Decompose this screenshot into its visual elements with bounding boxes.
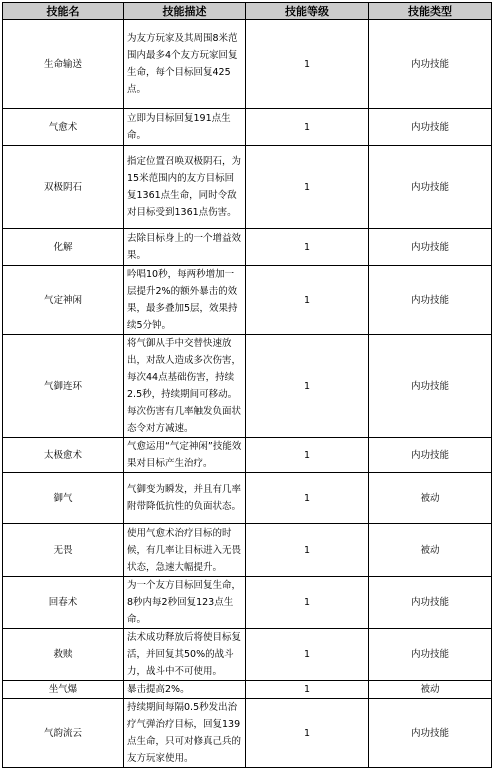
skill-type: 内功技能 — [369, 229, 492, 266]
skill-name: 化解 — [3, 229, 124, 266]
table-row — [3, 146, 492, 229]
table-row — [3, 229, 492, 266]
skill-desc: 为一个友方目标回复生命，8秒内每2秒回复123点生命。 — [124, 577, 246, 629]
skill-name: 双极阴石 — [3, 146, 124, 229]
table-row — [3, 629, 492, 681]
skill-level: 1 — [246, 577, 369, 629]
skill-name: 气御连环 — [3, 335, 124, 438]
skill-name: 坐气爆 — [3, 681, 124, 699]
table-row — [3, 681, 492, 699]
skill-type: 被动 — [369, 681, 492, 699]
skill-level: 1 — [246, 335, 369, 438]
skill-type: 内功技能 — [369, 266, 492, 335]
table-row — [3, 699, 492, 768]
skill-desc: 气御变为瞬发，并且有几率附带降低抗性的负面状态。 — [124, 473, 246, 524]
skill-desc: 暴击提高2%。 — [124, 681, 246, 699]
skill-name: 生命输送 — [3, 20, 124, 109]
skill-desc: 使用气愈术治疗目标的时候，有几率让目标进入无畏状态，急速大幅提升。 — [124, 524, 246, 577]
skill-name: 太极愈术 — [3, 438, 124, 473]
skill-name: 救赎 — [3, 629, 124, 681]
table-row — [3, 438, 492, 473]
skill-desc: 法术成功释放后将使目标复活，并回复其50%的战斗力，战斗中不可使用。 — [124, 629, 246, 681]
skill-type: 内功技能 — [369, 109, 492, 146]
skill-name: 气韵流云 — [3, 699, 124, 768]
skill-name: 气愈术 — [3, 109, 124, 146]
skill-type: 被动 — [369, 524, 492, 577]
skill-type: 被动 — [369, 473, 492, 524]
skill-level: 1 — [246, 681, 369, 699]
skill-type: 内功技能 — [369, 629, 492, 681]
skill-desc: 气愈运用“气定神闲”技能效果对目标产生治疗。 — [124, 438, 246, 473]
skill-type: 内功技能 — [369, 699, 492, 768]
table-row — [3, 20, 492, 109]
skill-level: 1 — [246, 20, 369, 109]
skill-level: 1 — [246, 229, 369, 266]
skill-type: 内功技能 — [369, 20, 492, 109]
skill-type: 内功技能 — [369, 577, 492, 629]
table-row — [3, 266, 492, 335]
skill-name: 御气 — [3, 473, 124, 524]
skill-level: 1 — [246, 109, 369, 146]
table-row — [3, 109, 492, 146]
skill-desc: 吟唱10秒，每两秒增加一层提升2%的额外暴击的效果，最多叠加5层，效果持续5分钟。 — [124, 266, 246, 335]
skill-desc: 去除目标身上的一个增益效果。 — [124, 229, 246, 266]
skill-desc: 为友方玩家及其周围8米范围内最多4个友方玩家回复生命，每个目标回复425点。 — [124, 20, 246, 109]
skill-name: 回春术 — [3, 577, 124, 629]
skill-level: 1 — [246, 524, 369, 577]
header-skill-type: 技能类型 — [369, 3, 492, 20]
skill-level: 1 — [246, 146, 369, 229]
table-row — [3, 524, 492, 577]
table-row — [3, 473, 492, 524]
skill-level: 1 — [246, 438, 369, 473]
header-skill-level: 技能等级 — [246, 3, 369, 20]
skill-name: 气定神闲 — [3, 266, 124, 335]
skill-desc: 指定位置召唤双极阴石，为15米范围内的友方目标回复1361点生命，同时令敌对目标受到1361点伤害。 — [124, 146, 246, 229]
header-row — [3, 3, 492, 20]
skill-name: 无畏 — [3, 524, 124, 577]
skill-level: 1 — [246, 266, 369, 335]
header-skill-desc: 技能描述 — [124, 3, 246, 20]
header-skill-name: 技能名 — [3, 3, 124, 20]
skill-desc: 持续期间每隔0.5秒发出治疗气弹治疗目标，回复139点生命，只可对修真己兵的友方玩家使用。 — [124, 699, 246, 768]
skill-desc: 立即为目标回复191点生命。 — [124, 109, 246, 146]
skill-type: 内功技能 — [369, 438, 492, 473]
skill-level: 1 — [246, 629, 369, 681]
skill-type: 内功技能 — [369, 146, 492, 229]
table-row — [3, 335, 492, 438]
table-row — [3, 577, 492, 629]
skill-level: 1 — [246, 473, 369, 524]
skill-table — [2, 2, 492, 768]
skill-desc: 将气御从手中交替快速放出，对敌人造成多次伤害，每次44点基础伤害，持续2.5秒，持续期间可移动。每次伤害有几率触发负面状态令对方减速。 — [124, 335, 246, 438]
skill-level: 1 — [246, 699, 369, 768]
skill-type: 内功技能 — [369, 335, 492, 438]
